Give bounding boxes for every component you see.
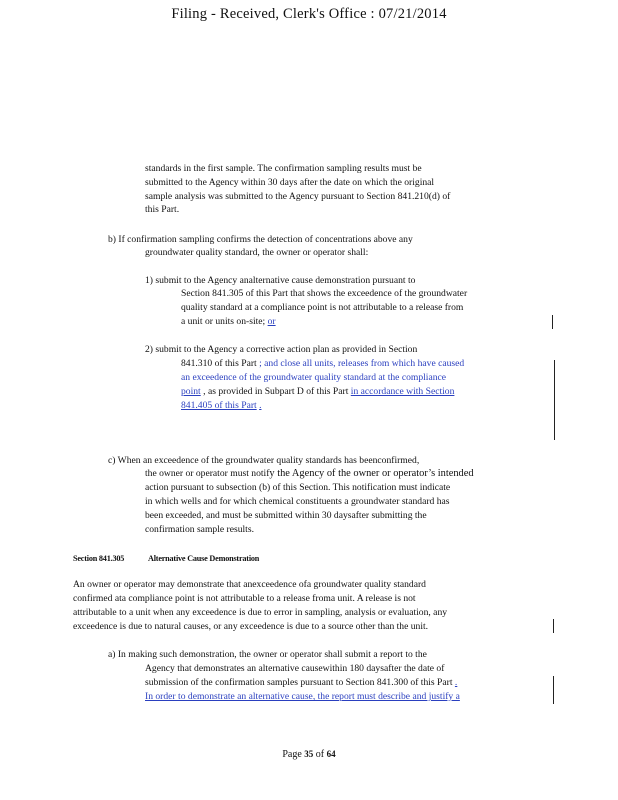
inserted-text: . bbox=[454, 677, 458, 688]
change-bar bbox=[554, 360, 555, 440]
text-line: quality standard at a compliance point is not attributable to a release from bbox=[181, 302, 464, 313]
page-total: 64 bbox=[326, 749, 336, 759]
text-line: Section 841.305 of this Part that shows the exceedence of the groundwater bbox=[181, 288, 468, 299]
text-line: confirmation sample results. bbox=[145, 524, 254, 535]
text-span: the owner or operator must notif bbox=[145, 468, 270, 479]
text-line bbox=[181, 399, 262, 413]
text-line: exceedence is due to natural causes, or any exceedence is due to a source other than the unit. bbox=[73, 621, 429, 632]
text-line: in which wells and for which chemical constituents a groundwater standard has bbox=[145, 496, 450, 507]
change-bar bbox=[553, 676, 554, 704]
text-line: this Part. bbox=[145, 204, 180, 215]
change-bar bbox=[552, 315, 553, 329]
footer-prefix: Page bbox=[282, 749, 302, 760]
text-line: 1) submit to the Agency analternative cause demonstration pursuant to bbox=[145, 275, 416, 286]
inserted-text-line: In order to demonstrate an alternative cause, the report must describe and justify a bbox=[145, 691, 460, 702]
section-number: Section 841.305 bbox=[73, 554, 125, 563]
text-line bbox=[181, 385, 454, 399]
text-line: Agency that demonstrates an alternative causewithin 180 daysafter the date of bbox=[145, 663, 445, 674]
text-line: confirmed ata compliance point is not attributable to a release froma unit. A release is not bbox=[73, 593, 416, 604]
section-heading bbox=[73, 554, 259, 563]
text-line bbox=[181, 357, 464, 371]
page-number: 35 bbox=[304, 749, 314, 759]
text-line: been exceeded, and must be submitted within 30 daysafter submitting the bbox=[145, 510, 427, 521]
text-line bbox=[145, 467, 474, 481]
inserted-text-line: an exceedence of the groundwater quality standard at the compliance bbox=[181, 372, 447, 383]
text-span: submission of the confirmation samples pursuant to Section 841.300 of this Part bbox=[145, 677, 453, 688]
change-bar bbox=[553, 619, 554, 633]
inserted-text: 841.405 of this Part bbox=[181, 400, 257, 411]
text-line: standards in the first sample. The confirmation sampling results must be bbox=[145, 163, 422, 174]
text-line: c) When an exceedence of the groundwater quality standards has beenconfirmed, bbox=[108, 455, 420, 466]
text-line: b) If confirmation sampling confirms the detection of concentrations above any bbox=[108, 234, 413, 245]
inserted-text: or bbox=[267, 316, 276, 327]
page-footer bbox=[0, 749, 618, 760]
text-span: 841.310 of this Part bbox=[181, 358, 257, 369]
text-span: y the Agency of the owner or operator’s intended bbox=[269, 468, 474, 479]
text-span: a unit or units on-site; bbox=[181, 316, 266, 327]
text-line: attributable to a unit when any exceedence is due to error in sampling, analysis or evaluation, any bbox=[73, 607, 448, 618]
text-line: 2) submit to the Agency a corrective action plan as provided in Section bbox=[145, 344, 418, 355]
text-span: , as provided in Subpart D of this Part bbox=[203, 386, 349, 397]
filing-header: Filing - Received, Clerk's Office : 07/21/2014 bbox=[171, 6, 447, 22]
text-line: submitted to the Agency within 30 days after the date on which the original bbox=[145, 177, 435, 188]
text-line: a) In making such demonstration, the owner or operator shall submit a report to the bbox=[108, 649, 427, 660]
inserted-text: ; and close all units, releases from which have caused bbox=[259, 358, 465, 369]
inserted-text: in accordance with Section bbox=[350, 386, 455, 397]
inserted-text: point bbox=[181, 386, 201, 397]
text-line: An owner or operator may demonstrate that anexceedence ofa groundwater quality standard bbox=[73, 579, 426, 590]
inserted-text: . bbox=[259, 400, 262, 411]
text-line bbox=[181, 315, 276, 329]
text-line bbox=[145, 676, 457, 690]
text-line: sample analysis was submitted to the Agency pursuant to Section 841.210(d) of bbox=[145, 191, 451, 202]
footer-sep: of bbox=[315, 749, 325, 760]
section-title: Alternative Cause Demonstration bbox=[148, 554, 260, 563]
text-line: groundwater quality standard, the owner or operator shall: bbox=[145, 247, 369, 258]
text-line: action pursuant to subsection (b) of this Section. This notification must indicate bbox=[145, 482, 451, 493]
